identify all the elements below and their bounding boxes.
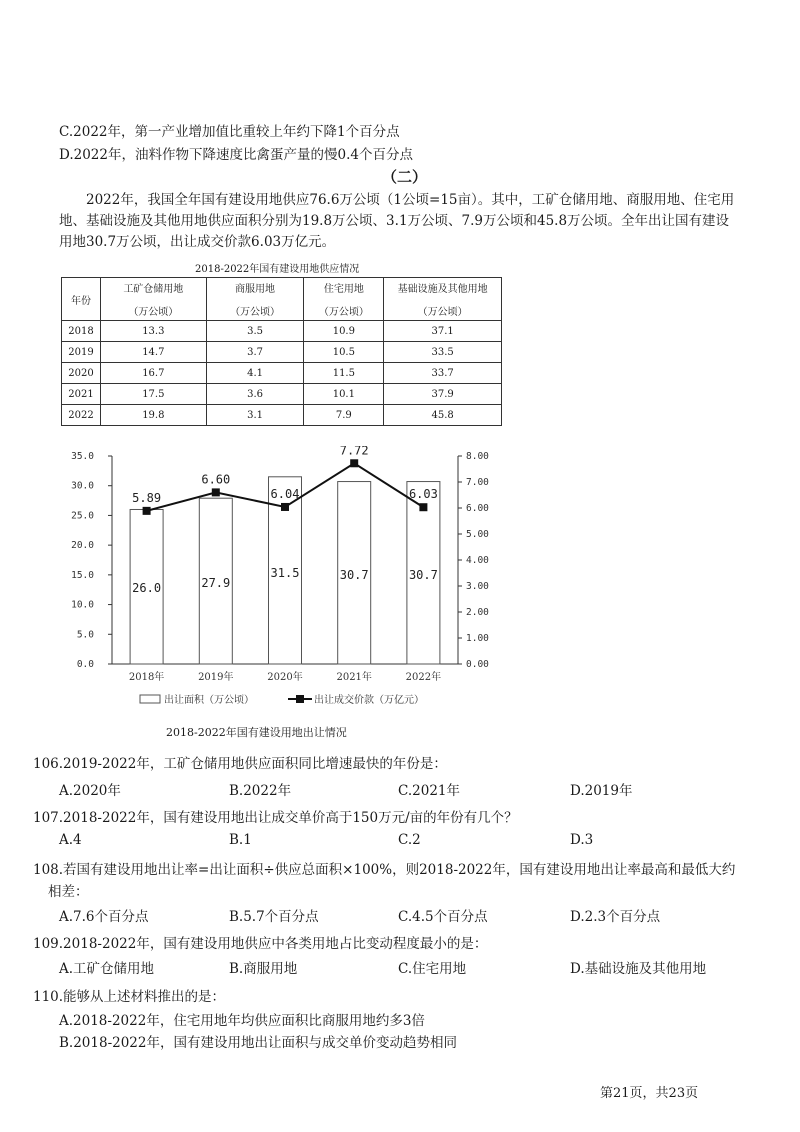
line-point: [143, 507, 151, 515]
x-tick-label: 2021年: [336, 672, 372, 683]
table-cell: 33.7: [384, 363, 502, 384]
table-cell: 37.1: [384, 321, 502, 342]
header-name: 工矿仓储用地: [123, 284, 184, 295]
line-value-label: 6.03: [408, 487, 438, 502]
x-tick-label: 2018年: [128, 672, 165, 683]
right-tick-label: 6.00: [466, 503, 489, 514]
header-name: 年份: [70, 295, 91, 307]
answer-option[interactable]: A.工矿仓储用地: [59, 961, 155, 977]
line-point: [281, 503, 289, 511]
left-tick-label: 20.0: [71, 540, 94, 552]
table-cell: 2020: [62, 363, 101, 384]
answer-option[interactable]: B.2018-2022年，国有建设用地出让面积与成交单价变动趋势相同: [59, 1035, 457, 1051]
table-cell: 13.3: [100, 321, 206, 342]
chart-title: 2018-2022年国有建设用地出让情况: [166, 726, 347, 739]
bar-value-label: 30.7: [339, 568, 369, 583]
left-tick-label: 10.0: [71, 599, 94, 611]
x-tick-label: 2019年: [198, 672, 234, 683]
right-tick-label: 7.00: [466, 477, 489, 488]
table-header-cell: [304, 278, 384, 321]
right-tick-label: 3.00: [466, 581, 489, 592]
table-cell: 3.6: [206, 384, 304, 405]
table-header-cell: [100, 278, 206, 321]
answer-option[interactable]: D.基础设施及其他用地: [570, 961, 707, 977]
table-cell: 16.7: [100, 363, 206, 384]
page-number: 第21页，共23页: [600, 1086, 699, 1101]
table-title: 2018-2022年国有建设用地供应情况: [195, 264, 360, 275]
header-name: 商服用地: [235, 284, 276, 295]
left-tick-label: 25.0: [71, 510, 94, 522]
table-cell: 2022: [62, 405, 101, 426]
table-cell: 14.7: [100, 342, 206, 363]
table-header-cell: [384, 278, 502, 321]
bar-value-label: 26.0: [132, 581, 162, 596]
answer-option[interactable]: D.2019年: [570, 783, 633, 799]
answer-option[interactable]: C.4.5个百分点: [398, 909, 488, 925]
right-tick-label: 4.00: [466, 555, 489, 566]
left-tick-label: 30.0: [71, 480, 94, 492]
table-row: [62, 321, 502, 342]
section-title: （二）: [382, 168, 428, 186]
answer-option[interactable]: A.2020年: [59, 783, 121, 799]
table-cell: 3.1: [206, 405, 304, 426]
left-tick-label: 5.0: [76, 629, 94, 641]
table-row: [62, 405, 502, 426]
left-tick-label: 35.0: [71, 451, 94, 462]
answer-option[interactable]: B.5.7个百分点: [229, 909, 319, 925]
line-point: [419, 503, 427, 511]
bar-value-label: 30.7: [408, 568, 438, 583]
right-tick-label: 1.00: [466, 633, 489, 644]
land-transfer-chart: [60, 446, 510, 716]
line-point: [350, 459, 358, 467]
line-value-label: 7.72: [339, 446, 369, 458]
question-stem: 107.2018-2022年，国有建设用地出让成交单价高于150万元/亩的年份有几个？: [33, 810, 518, 826]
table-row: [62, 384, 502, 405]
header-unit: （万公顷）: [417, 307, 468, 318]
table-cell: 45.8: [384, 405, 502, 426]
x-tick-label: 2022年: [405, 672, 442, 683]
table-cell: 33.5: [384, 342, 502, 363]
table-cell: 10.9: [304, 321, 384, 342]
header-name: 住宅用地: [323, 284, 364, 295]
right-tick-label: 5.00: [466, 529, 489, 540]
left-tick-label: 15.0: [71, 569, 94, 581]
table-cell: 11.5: [304, 363, 384, 384]
answer-option[interactable]: D.2.3个百分点: [570, 909, 661, 925]
answer-option[interactable]: A.2018-2022年，住宅用地年均供应面积比商服用地约多3倍: [59, 1013, 425, 1029]
x-tick-label: 2020年: [267, 672, 303, 683]
answer-option[interactable]: B.2022年: [229, 783, 292, 799]
table-row: [62, 363, 502, 384]
question-stem: 108.若国有建设用地出让率=出让面积÷供应总面积×100%，则2018-2022年，国有建设用地出让率最高和最低大约: [33, 862, 736, 878]
answer-option[interactable]: B.1: [229, 832, 252, 848]
legend-line-label: 出让成交价款（万亿元）: [314, 695, 424, 706]
answer-option[interactable]: C.2: [398, 832, 421, 848]
table-cell: 2021: [62, 384, 101, 405]
table-cell: 37.9: [384, 384, 502, 405]
question-stem: 109.2018-2022年，国有建设用地供应中各类用地占比变动程度最小的是：: [33, 936, 488, 952]
header-name: 基础设施及其他用地: [397, 284, 488, 295]
material-paragraph: 2022年，我国全年国有建设用地供应76.6万公顷（1公顷=15亩）。其中，工矿仓储用地、商服用地、住宅用地、基础设施及其他用地供应面积分别为19.8万公顷、3.1万公顷、7.9万公顷和45.8万公顷。全年出让国有建设用地30.7万公顷，出让成交价款6.03万亿元。: [59, 192, 735, 250]
legend-bar-swatch: [140, 695, 160, 703]
bar-value-label: 27.9: [201, 575, 231, 590]
question-stem: 110.能够从上述材料推出的是：: [33, 989, 226, 1005]
line-value-label: 6.60: [201, 472, 231, 487]
header-unit: （万公顷）: [128, 307, 179, 318]
left-tick-label: 0.0: [76, 659, 94, 670]
table-cell: 7.9: [304, 405, 384, 426]
header-unit: （万公顷）: [318, 307, 369, 318]
table-cell: 10.5: [304, 342, 384, 363]
line-point: [212, 488, 220, 496]
option-d-prev: D.2022年，油料作物下降速度比禽蛋产量的慢0.4个百分点: [59, 147, 413, 163]
legend-bar-label: 出让面积（万公顷）: [164, 695, 254, 706]
header-unit: （万公顷）: [230, 307, 281, 318]
legend-line-marker: [296, 695, 304, 703]
right-tick-label: 8.00: [466, 451, 489, 462]
table-cell: 4.1: [206, 363, 304, 384]
line-value-label: 5.89: [132, 490, 162, 505]
option-c-prev: C.2022年，第一产业增加值比重较上年约下降1个百分点: [59, 124, 400, 140]
answer-option[interactable]: A.7.6个百分点: [59, 909, 149, 925]
table-cell: 17.5: [100, 384, 206, 405]
answer-option[interactable]: D.3: [570, 832, 594, 848]
table-row: [62, 342, 502, 363]
line-value-label: 6.04: [270, 486, 300, 501]
table-cell: 2019: [62, 342, 101, 363]
answer-option[interactable]: B.商服用地: [229, 961, 298, 977]
table-cell: 2018: [62, 321, 101, 342]
table-cell: 10.1: [304, 384, 384, 405]
table-cell: 3.7: [206, 342, 304, 363]
bar-value-label: 31.5: [270, 565, 300, 580]
table-header-cell: [62, 278, 101, 321]
table-cell: 3.5: [206, 321, 304, 342]
question-stem-cont: 相差：: [48, 884, 89, 900]
right-tick-label: 2.00: [466, 607, 489, 618]
question-stem: 106.2019-2022年，工矿仓储用地供应面积同比增速最快的年份是：: [33, 756, 447, 772]
answer-option[interactable]: C.2021年: [398, 783, 460, 799]
answer-option[interactable]: C.住宅用地: [398, 961, 467, 977]
table-header-cell: [206, 278, 304, 321]
table-cell: 19.8: [100, 405, 206, 426]
supply-table: [61, 277, 502, 426]
answer-option[interactable]: A.4: [59, 832, 82, 848]
right-tick-label: 0.00: [466, 659, 489, 670]
